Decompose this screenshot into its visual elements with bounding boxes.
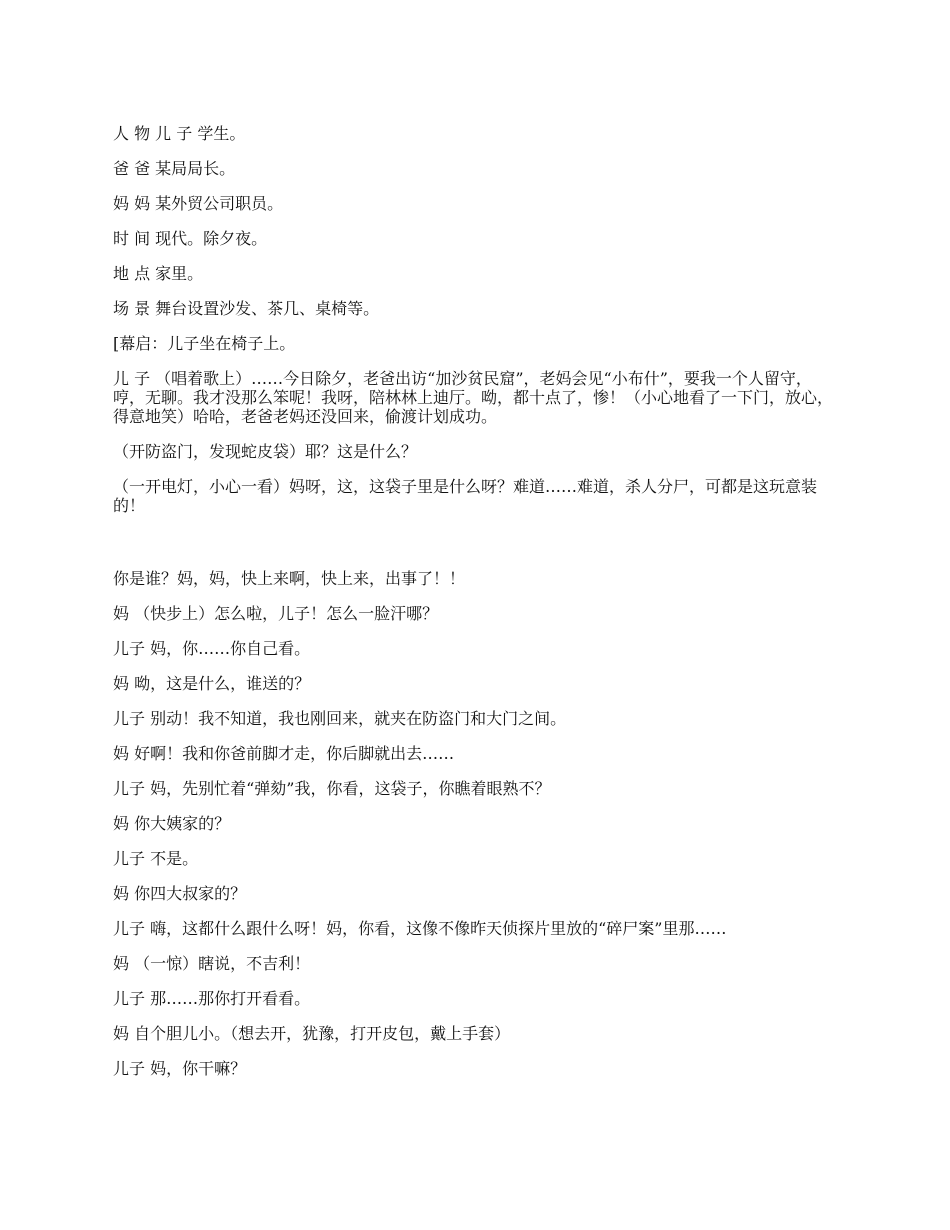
dialogue-line: 妈 你大姨家的？ (113, 814, 231, 833)
cast-line-mom: 妈 妈 某外贸公司职员。 (113, 194, 284, 213)
dialogue-line: 妈 呦，这是什么，谁送的？ (113, 674, 311, 693)
dialogue-line: 儿子 妈，先别忙着“弹劾”我，你看，这袋子，你瞧着眼熟不？ (113, 779, 551, 798)
dialogue-line: 儿子 别动！我不知道，我也刚回来，就夹在防盗门和大门之间。 (113, 709, 567, 728)
cast-line-son: 人 物 儿 子 学生。 (113, 124, 246, 143)
stage-direction-door: （开防盗门，发现蛇皮袋）耶？这是什么？ (113, 442, 418, 461)
dialogue-line: 儿子 不是。 (113, 849, 199, 868)
dialogue-line: 妈 （快步上）怎么啦，儿子！怎么一脸汗哪？ (113, 604, 439, 623)
cast-line-dad: 爸 爸 某局局长。 (113, 159, 236, 178)
dialogue-line: 妈 好啊！我和你爸前脚才走，你后脚就出去…… (113, 744, 455, 763)
dialogue-line: 儿子 那……那你打开看看。 (113, 989, 311, 1008)
script-page (113, 124, 839, 1094)
place-line: 地 点 家里。 (113, 264, 204, 283)
dialogue-line: 儿子 妈，你……你自己看。 (113, 639, 311, 658)
stage-direction-light: （一开电灯，小心一看）妈呀，这，这袋子里是什么呀？难道……难道，杀人分尸，可都是这玩意装的！ (113, 477, 818, 515)
scene-line: 场 景 舞台设置沙发、茶几、桌椅等。 (113, 299, 380, 318)
dialogue-line: 你是谁？妈，妈，快上来啊，快上来，出事了！！ (113, 569, 466, 588)
dialogue-line: 儿子 妈，你干嘛？ (113, 1059, 247, 1078)
dialogue-line: 妈 （一惊）瞎说，不吉利！ (113, 954, 311, 973)
dialogue-line: 妈 自个胆儿小。（想去开，犹豫，打开皮包，戴上手套） (113, 1024, 511, 1043)
son-monologue: 儿 子 （唱着歌上）……今日除夕，老爸出访“加沙贫民窟”，老妈会见“小布什”，要我一个人留守，哼，无聊。我才没那么笨呢！我呀，陪林林上迪厅。呦，都十点了，惨！（小心地看了一下门，放心，得意地笑）哈哈，老爸老妈还没回来，偷渡计划成功。 (113, 369, 834, 426)
curtain-line: [幕启：儿子坐在椅子上。 (113, 334, 296, 353)
dialogue-line: 儿子 嗨，这都什么跟什么呀！妈，你看，这像不像昨天侦探片里放的“碎尸案”里那…… (113, 919, 727, 938)
time-line: 时 间 现代。除夕夜。 (113, 229, 268, 248)
dialogue-line: 妈 你四大叔家的？ (113, 884, 247, 903)
